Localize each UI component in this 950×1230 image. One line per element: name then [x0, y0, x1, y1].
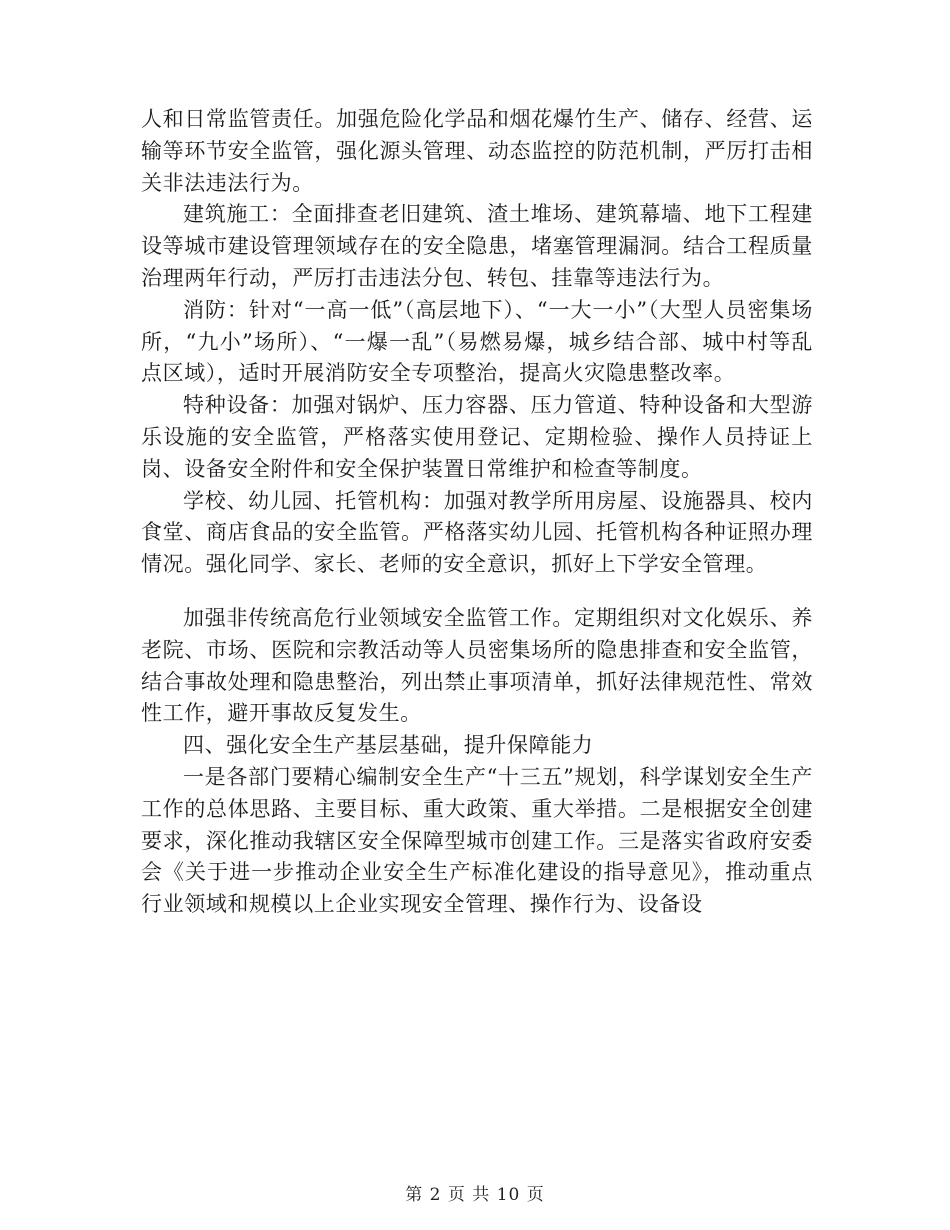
paragraph-construction: 建筑施工：全面排查老旧建筑、渣土堆场、建筑幕墙、地下工程建设等城市建设管理领域存在的安全隐患，堵塞管理漏洞。结合工程质量治理两年行动，严厉打击违法分包、转包、挂靠等违法行为。 [141, 202, 813, 290]
section-heading-four: 四、强化安全生产基层基础，提升保障能力 [183, 733, 594, 758]
paragraph-hazardous-chemicals: 人和日常监管责任。加强危险化学品和烟花爆竹生产、储存、经营、运输等环节安全监管，强化源头管理、动态监控的防范机制，严厉打击相关非法违法行为。 [141, 107, 813, 195]
paragraph-fire-safety: 消防：针对“一高一低”（高层地下）、“一大一小”（大型人员密集场所，“九小”场所）、“一爆一乱”（易燃易爆，城乡结合部、城中村等乱点区域），适时开展消防安全专项整治，提高火灾隐患整改率。 [141, 297, 813, 386]
page-footer: 第 2 页 共 10 页 [405, 1185, 545, 1205]
paragraph-special-equipment: 特种设备：加强对锅炉、压力容器、压力管道、特种设备和大型游乐设施的安全监管，严格落实使用登记、定期检验、操作人员持证上岗、设备安全附件和安全保护装置日常维护和检查等制度。 [141, 393, 813, 481]
paragraph-non-traditional-sectors: 加强非传统高危行业领域安全监管工作。定期组织对文化娱乐、养老院、市场、医院和宗教活动等人员密集场所的隐患排查和安全监管，结合事故处理和隐患整治，列出禁止事项清单，抓好法律规范性、常效性工作，避开事故反复发生。 [141, 605, 813, 726]
paragraph-planning: 一是各部门要精心编制安全生产“十三五”规划，科学谋划安全生产工作的总体思路、主要目标、重大政策、重大举措。二是根据安全创建要求，深化推动我辖区安全保障型城市创建工作。三是落实省政府安委会《关于进一步推动企业安全生产标准化建设的指导意见》，推动重点行业领域和规模以上企业实现安全管理、操作行为、设备设 [141, 764, 813, 917]
document-body [141, 104, 813, 921]
paragraph-schools: 学校、幼儿园、托管机构：加强对教学所用房屋、设施器具、校内食堂、商店食品的安全监管。严格落实幼儿园、托管机构各种证照办理情况。强化同学、家长、老师的安全意识，抓好上下学安全管理。 [141, 488, 813, 577]
